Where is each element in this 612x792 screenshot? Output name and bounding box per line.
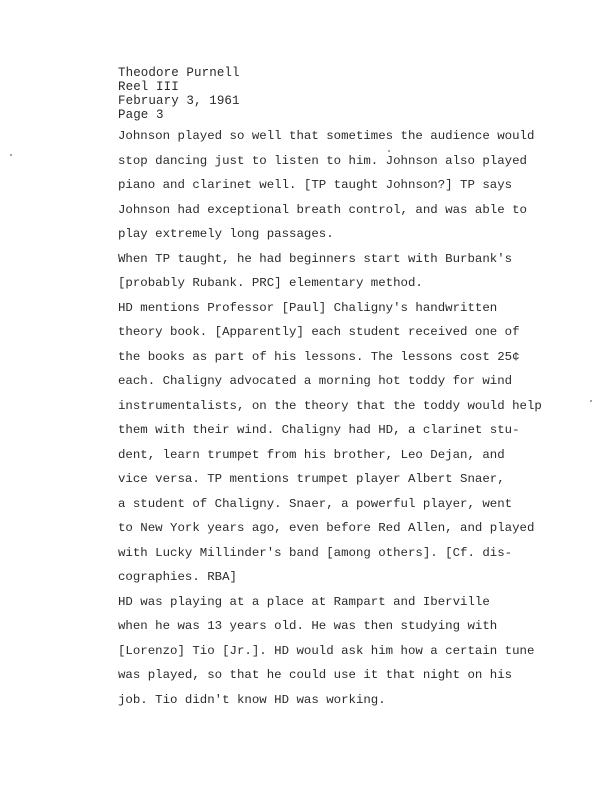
- text-line: instrumentalists, on the theory that the toddy would help: [118, 398, 542, 413]
- text-line: HD mentions Professor [Paul] Chaligny's handwritten: [118, 300, 498, 315]
- text-line: dent, learn trumpet from his brother, Leo Dejan, and: [118, 447, 505, 462]
- text-line: cographies. RBA]: [118, 570, 237, 584]
- text-line: a student of Chaligny. Snaer, a powerful player, went: [118, 496, 513, 511]
- text-line: the books as part of his lessons. The lessons cost 25¢: [118, 349, 520, 364]
- interview-date: February 3, 1961: [118, 94, 240, 108]
- text-line: to New York years ago, even before Red Allen, and played: [118, 521, 535, 535]
- text-line: when he was 13 years old. He was then studying with: [118, 619, 498, 633]
- scan-speck: [590, 400, 592, 402]
- text-line: Johnson had exceptional breath control, and was able to: [118, 202, 527, 217]
- text-line: piano and clarinet well. [TP taught Johnson?] TP says: [118, 178, 513, 192]
- text-line: with Lucky Millinder's band [among others]. [Cf. dis-: [118, 545, 513, 560]
- transcript-body: [118, 124, 558, 712]
- text-line: each. Chaligny advocated a morning hot toddy for wind: [118, 374, 513, 388]
- text-line: [probably Rubank. PRC] elementary method.: [118, 276, 423, 290]
- text-line: them with their wind. Chaligny had HD, a clarinet stu-: [118, 423, 520, 437]
- interviewee-name: Theodore Purnell: [118, 66, 240, 80]
- text-line: was played, so that he could use it that night on his: [118, 668, 513, 682]
- text-line: HD was playing at a place at Rampart and Iberville: [118, 594, 490, 609]
- text-line: [Lorenzo] Tio [Jr.]. HD would ask him how a certain tune: [118, 643, 535, 658]
- reel-number: Reel III: [118, 80, 179, 94]
- text-line: stop dancing just to listen to him. Johnson also played: [118, 153, 527, 168]
- scan-speck: [10, 154, 12, 156]
- document-header: [118, 66, 240, 122]
- text-line: Johnson played so well that sometimes the audience would: [118, 129, 535, 143]
- text-line: vice versa. TP mentions trumpet player Albert Snaer,: [118, 472, 505, 486]
- text-line: When TP taught, he had beginners start with Burbank's: [118, 251, 513, 266]
- scan-speck: [388, 150, 390, 152]
- page-number: Page 3: [118, 108, 164, 122]
- text-line: theory book. [Apparently] each student received one of: [118, 325, 520, 339]
- text-line: play extremely long passages.: [118, 227, 334, 241]
- text-line: job. Tio didn't know HD was working.: [118, 692, 386, 707]
